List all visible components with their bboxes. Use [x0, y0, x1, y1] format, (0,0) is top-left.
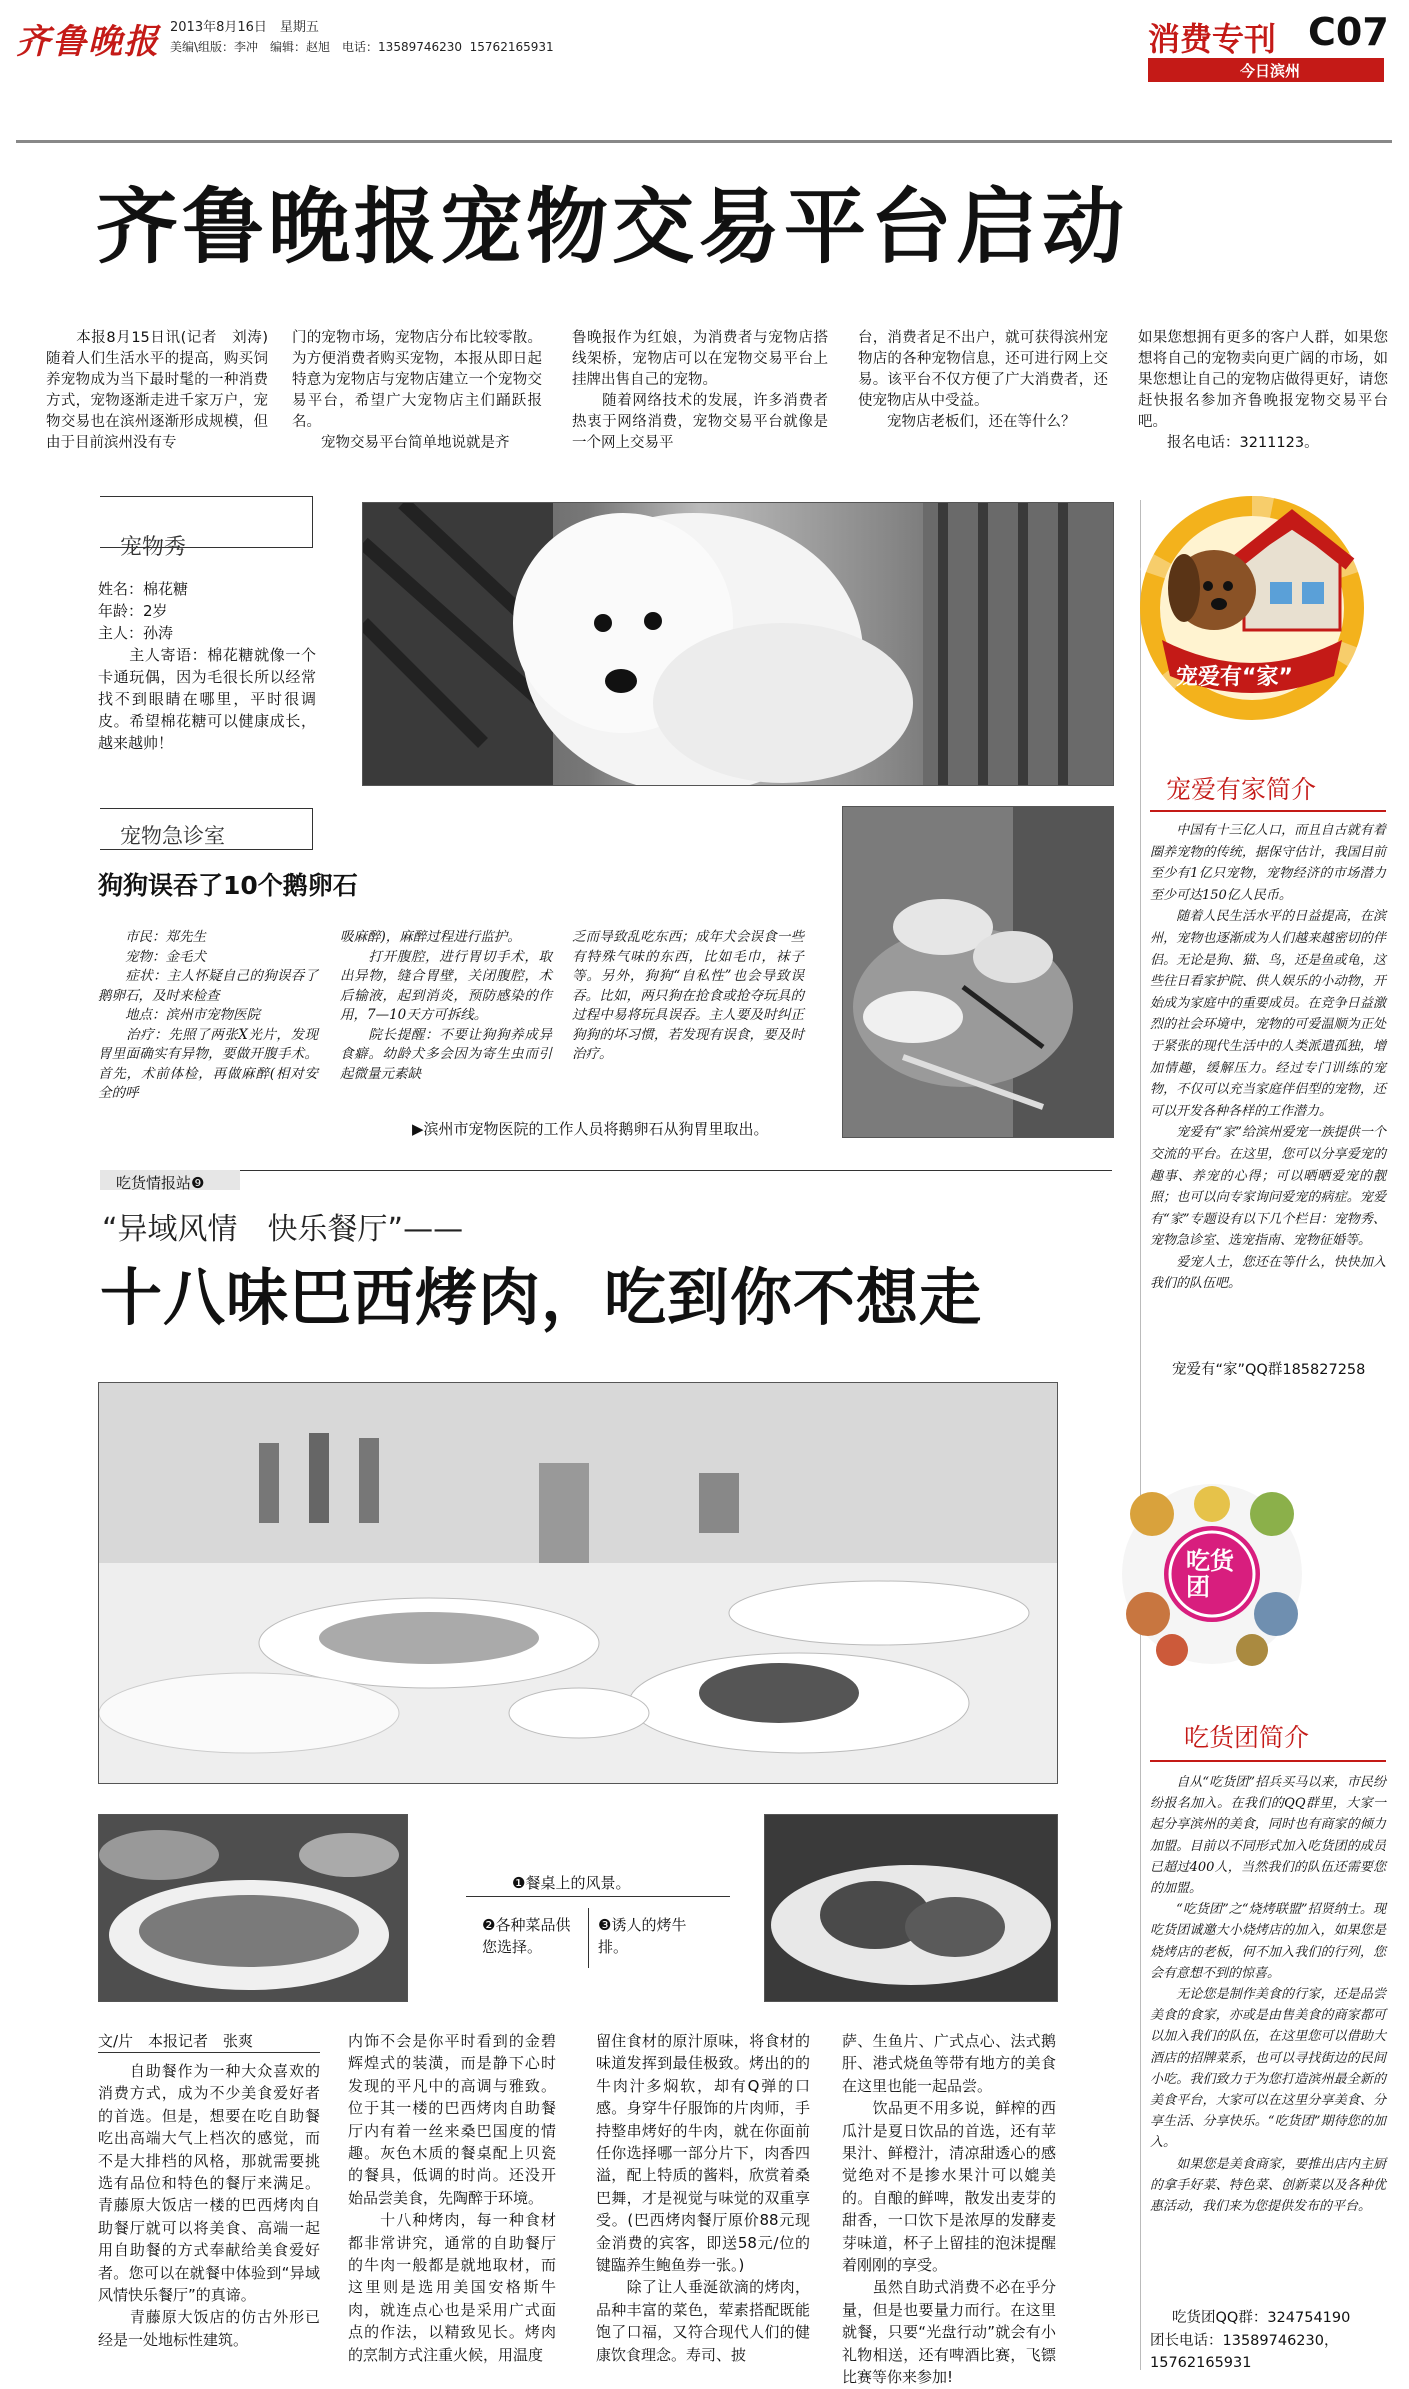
foodie-leader-phone: 团长电话：13589746230，15762165931 — [1150, 2333, 1339, 2371]
buffet-dishes-photo — [98, 1814, 408, 2002]
pet-title-rule — [1150, 810, 1386, 812]
caption-3: ❸诱人的烤牛排。 — [598, 1916, 687, 1956]
pet-home-badge — [1124, 490, 1380, 740]
pet-owner: 主人：孙涛 — [98, 624, 174, 642]
foodie-title: 吃货团简介 — [1184, 1723, 1310, 1752]
clinic-photo-caption: ▶滨州市宠物医院的工作人员将鹅卵石从狗胃里取出。 — [412, 1120, 769, 1138]
newspaper-logo: 齐鲁晚报 — [16, 22, 160, 62]
food-kicker — [116, 1172, 204, 1193]
page-headline: 齐鲁晚报宠物交易平台启动 — [96, 180, 1129, 275]
restaurant-table-photo — [98, 1382, 1058, 1784]
lead-column-5: 如果您想拥有更多的客户人群，如果您想将自己的宠物卖向更广阔的市场，如果您想让自己的宠物店做得更好，请您赶快报名参加齐鲁晚报宠物交易平台吧。 报名电话：3211123。 — [1138, 330, 1388, 451]
section-name: 消费专刊 — [1148, 20, 1277, 58]
pet-home-qq: 宠爱有“家”QQ群185827258 — [1172, 1362, 1366, 1378]
caption-1: ❶餐桌上的风景。 — [512, 1874, 631, 1892]
vet-surgery-photo — [842, 806, 1114, 1138]
edition-name: 今日滨州 — [1240, 62, 1301, 80]
pet-home-intro: 中国有十三亿人口，而且自古就有着圈养宠物的传统，据保守估计，我国目前至少有1亿只宠物，宠物经济的市场潜力至少可达150亿人民币。 随着人民生活水平的日益提高，在滨州，宠物也逐渐成为人们越来越密切的伴侣。无论是狗、猫、鸟，还是鱼或龟，这些往日看家护院、供人娱乐的小动物，开始成为家庭中的重要成员。在竞争日益激烈的社会环境中，宠物的可爱温顺为正处于紧张的现代生活中的人类派遣孤独，增加情趣，缓解压力。经过专门训练的宠物，不仅可以充当家庭伴侣型的宠物，还可以开发各种各样的工作潜力。 宠爱有“家”给滨州爱宠一族提供一个交流的平台。在这里，您可以分享爱宠的趣事、养宠的心得；可以晒晒爱宠的靓照；也可以向专家询问爱宠的病症。宠爱有“家”专题设有以下几个栏目：宠物秀、宠物急诊室、选宠指南、宠物征婚等。 爱宠人士，您还在等什么，快快加入我们的队伍吧。 — [1150, 823, 1386, 1292]
food-kicker-number: ❾ — [191, 1174, 205, 1192]
caption-divider-vertical — [588, 1908, 589, 1968]
clinic-title: 狗狗误吞了10个鹅卵石 — [98, 871, 358, 900]
white-dog-photo — [362, 502, 1114, 786]
foodie-badge-text: 吃货团 — [1186, 1547, 1234, 1601]
lead-column-4: 台，消费者足不出户，就可获得滨州宠物店的各种宠物信息，还可进行网上交易。该平台不仅方便了广大消费者，还使宠物店从中受益。 宠物店老板们，还在等什么？ — [858, 330, 1108, 430]
food-subtitle: “异域风情 快乐餐厅”—— — [102, 1212, 464, 1247]
food-kicker-label: 吃货情报站 — [116, 1174, 192, 1192]
clinic-column-1: 市民：郑先生 宠物：金毛犬 症状：主人怀疑自己的狗误吞了鹅卵石，及时来检查 地点：滨州市宠物医院 治疗：先照了两张X光片，发现胃里面确实有异物，要做开腹手术。首先，术前体检，再做麻醉(相对安全的呼 — [98, 929, 318, 1101]
page-number: C07 — [1308, 10, 1389, 54]
food-column-4: 萨、生鱼片、广式点心、法式鹅肝、港式烧鱼等带有地方的美食在这里也能一起品尝。 饮品更不用多说，鲜榨的西瓜汁是夏日饮品的首选，还有苹果汁、鲜橙汁，清凉甜透心的感觉绝对不是掺水果汁可以媲美的。自酿的鲜啤，散发出麦芽的甜香，一口饮下是浓厚的发酵麦芽味道，杯子上留挂的泡沫提醒着刚刚的享受。 虽然自助式消费不必在乎分量，但是也要量力而行。在这里就餐，只要“光盘行动”就会有小礼物相送，还有啤酒比赛，飞镖比赛等你来参加! — [842, 2032, 1056, 2387]
sidebar-divider — [1140, 500, 1141, 2370]
pet-owner-message: 主人寄语：棉花糖就像一个卡通玩偶，因为毛很长所以经常找不到眼睛在哪里，平时很调皮。希望棉花糖可以健康成长，越来越帅！ — [98, 646, 316, 752]
lead-column-3: 鲁晚报作为红娘，为消费者与宠物店搭线架桥，宠物店可以在宠物交易平台上挂牌出售自己的宠物。 随着网络技术的发展，许多消费者热衷于网络消费，宠物交易平台就像是一个网上交易平 — [572, 330, 828, 451]
food-column-2: 内饰不会是你平时看到的金碧辉煌式的装潢，而是静下心时发现的平凡中的高调与雅致。位于其一楼的巴西烤肉自助餐厅内有着一丝来桑巴国度的情趣。灰色木质的餐桌配上贝瓷的餐具，低调的时尚。还没开始品尝美食，先陶醉于环境。 十八种烤肉，每一种食材都非常讲究，通常的自助餐厅的牛肉一般都是就地取材，而这里则是选用美国安格斯牛肉，就连点心也是采用广式面点的作法，以精致见长。烤肉的烹制方式注重火候，用温度 — [348, 2032, 556, 2364]
food-title: 十八味巴西烤肉，吃到你不想走 — [100, 1261, 983, 1334]
pet-home-title: 宠爱有家简介 — [1166, 775, 1317, 804]
clinic-column-3: 乏而导致乱吃东西；成年犬会误食一些有特殊气味的东西，比如毛巾，袜子等。另外，狗狗“自私性”也会导致误吞。比如，两只狗在抢食或抢夺玩具的过程中易将玩具误吞。主人要及时纠正狗狗的坏习惯，若发现有误食，要及时治疗。 — [572, 929, 804, 1062]
clinic-kicker-label: 宠物急诊室 — [120, 824, 225, 848]
food-byline: 文/片 本报记者 张爽 — [98, 2032, 254, 2050]
lead-column-2: 门的宠物市场，宠物店分布比较零散。为方便消费者购买宠物，本报从即日起特意为宠物店与宠物店建立一个宠物交易平台，希望广大宠物店主们踊跃报名。 宠物交易平台简单地说就是齐 — [292, 330, 542, 451]
grilled-steak-photo — [764, 1814, 1058, 2002]
caption-2: ❷各种菜品供您选择。 — [482, 1916, 571, 1956]
masthead-rule — [16, 140, 1392, 143]
pet-home-badge-text: 宠爱有“家” — [1176, 665, 1293, 690]
foodie-intro: 自从“吃货团”招兵买马以来，市民纷纷报名加入。在我们的QQ群里，大家一起分享滨州的美食，同时也有商家的倾力加盟。目前以不同形式加入吃货团的成员已超过400人，当然我们的队伍还需要您的加盟。 “吃货团”之“烧烤联盟”招贤纳士。现吃货团诚邀大小烧烤店的加入，如果您是烧烤店的老板，何不加入我们的行列，您会有意想不到的惊喜。 无论您是制作美食的行家，还是品尝美食的食家，亦或是由售美食的商家都可以加入我们的队伍，在这里您可以借助大酒店的招牌菜系，也可以寻找街边的民间小吃。我们致力于为您打造滨州最全新的美食平台，大家可以在这里分享美食、分享生活、分享快乐。“吃货团”期待您的加入。 如果您是美食商家，要推出店内主厨的拿手好菜、特色菜、创新菜以及各种优惠活动，我们来为您提供发布的平台。 — [1150, 1775, 1386, 2215]
issue-date: 2013年8月16日 星期五 — [170, 20, 319, 35]
pet-age: 年龄：2岁 — [98, 602, 168, 620]
pet-show-kicker-label: 宠物秀 — [120, 535, 187, 560]
foodie-title-rule — [1150, 1760, 1386, 1762]
food-column-3: 留住食材的原汁原味，将食材的味道发挥到最佳极致。烤出的的牛肉汁多焖软，却有Q弹的口感。身穿牛仔服饰的片肉师，手持整串烤好的牛肉，就在你面前任你选择哪一部分片下，肉香四溢，配上特质的酱料，欣赏着桑巴舞，才是视觉与味觉的双重享受。(巴西烤肉餐厅原价88元现金消费的宾客，即送58元/位的键臨养生鲍鱼券一张。) 除了让人垂涎欲滴的烤肉，品种丰富的菜色，荤素搭配既能饱了口福，又符合现代人们的健康饮食理念。寿司、披 — [596, 2032, 810, 2364]
food-kicker-rule — [100, 1170, 1112, 1171]
lead-column-1: 本报8月15日讯(记者 刘涛) 随着人们生活水平的提高，购买饲养宠物成为当下最时髦的一种消费方式，宠物逐渐走进千家万户，宠物交易也在滨州逐渐形成规模，但由于目前滨州没有专 — [46, 330, 283, 451]
editor-credits: 美编\组版：李冲 编辑：赵旭 电话：13589746230 15762165931 — [170, 40, 554, 54]
caption-divider — [466, 1896, 730, 1897]
sunburst-icon — [1124, 490, 1380, 740]
byline-rule — [98, 2052, 320, 2053]
clinic-column-2: 吸麻醉)，麻醉过程进行监护。 打开腹腔，进行胃切手术，取出异物，缝合胃壁，关闭腹腔，术后输液，起到消炎，预防感染的作用，7—10天方可拆线。 院长提醒：不要让狗狗养成异食癖。幼龄犬多会因为寄生虫而引起微量元素缺 — [340, 929, 552, 1082]
food-column-1: 自助餐作为一种大众喜欢的消费方式，成为不少美食爱好者的首选。但是，想要在吃自助餐吃出高端大气上档次的感觉，而不是大排档的风格，那就需要挑选有品位和特色的餐厅来满足。青藤原大饭店一楼的巴西烤肉自助餐厅就可以将美食、高端一起用自助餐的方式奉献给美食爱好者。您可以在就餐中体验到“异域风情快乐餐厅”的真谛。 青藤原大饭店的仿古外形已经是一处地标性建筑。 — [98, 2062, 320, 2349]
pet-name: 姓名：棉花糖 — [98, 580, 189, 598]
foodie-qq: 吃货团QQ群：324754190 — [1172, 2310, 1351, 2326]
